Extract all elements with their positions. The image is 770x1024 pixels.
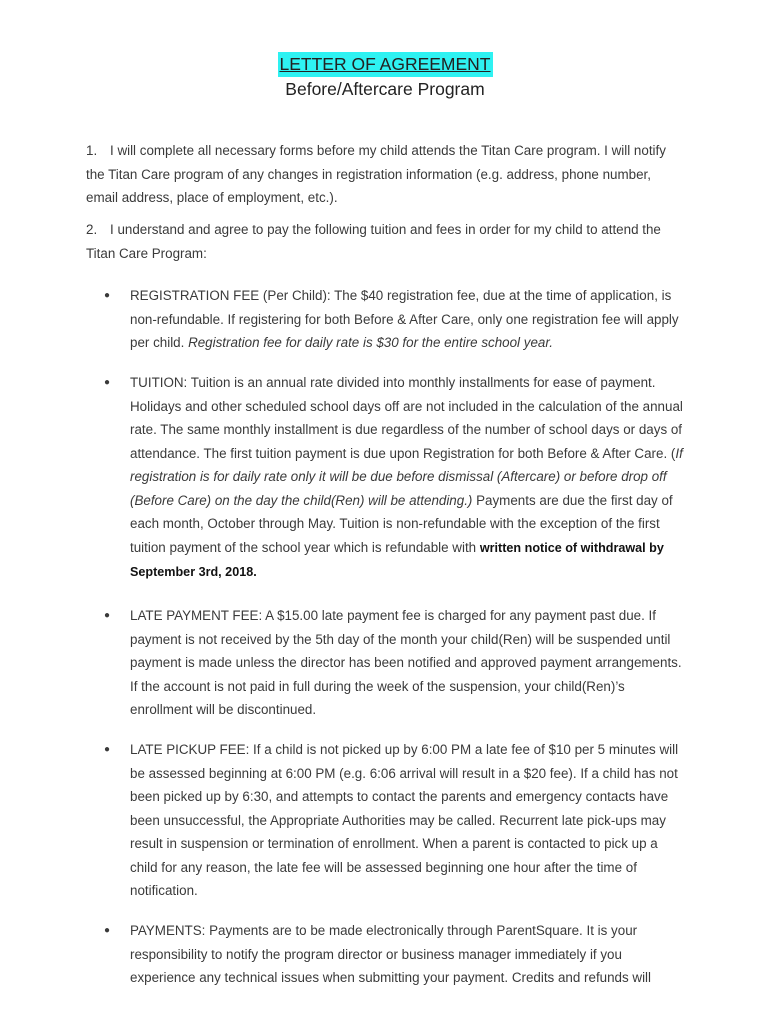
bullet-icon: ● [104,925,111,936]
bullet-tuition [104,371,684,585]
bullet-icon: ● [104,377,111,388]
bullet-icon: ● [104,290,111,301]
agreement-item-1 [86,139,686,210]
bullet-icon: ● [104,610,111,621]
item-text: I will complete all necessary forms before my child attends the Titan Care program. I will notify the Titan Care program of any changes in registration information (e.g. address, phone number, email address, place of employment, etc.). [86,143,666,205]
bullet-text: LATE PAYMENT FEE: A $15.00 late payment fee is charged for any payment past due. If payment is not received by the 5th day of the month your child(Ren) will be suspended until payment is made unless the director has been notified and approved payment arrangements. If the account is not paid in full during the week of the suspension, your child(Ren)’s enrollment will be discontinued. [130,608,682,717]
tuition-bold-note: written notice of withdrawal by September 3rd, 2018. [130,540,664,579]
tuition-italic-note: If registration is for daily rate only it will be due before dismissal (Aftercare) or before drop off (Before Care) on the day the child(Ren) will be attending.) [130,445,683,508]
bullet-late-payment-fee [104,604,684,722]
tuition-text-a: TUITION: Tuition is an annual rate divided into monthly installments for ease of payment. Holidays and other scheduled school days off are not included in the calculation of the annual rate. The same monthly installment is due regardless of the number of school days or days of attendance. The first tuition payment is due upon Registration for both Before & After Care. ( [130,375,683,461]
tuition-text-b: Payments are due the first day of each month, October through May. Tuition is non-refundable with the exception of the first tuition payment of the school year which is refundable with [130,492,673,555]
item-text: I understand and agree to pay the following tuition and fees in order for my child to attend the Titan Care Program: [86,222,661,261]
document-subtitle: Before/Aftercare Program [285,79,485,99]
bullet-text [130,284,684,355]
document-title: LETTER OF AGREEMENT [278,52,493,77]
bullet-icon: ● [104,744,111,755]
title-block [0,52,770,102]
bullet-registration-fee [104,284,684,355]
item-number: 2. [86,222,98,237]
registration-text: REGISTRATION FEE (Per Child): The $40 registration fee, due at the time of application, is non-refundable. If registering for both Before & After Care, only one registration fee will apply per child. [130,288,679,350]
bullet-late-pickup-fee [104,738,684,903]
item-number: 1. [86,143,98,158]
bullet-text: LATE PICKUP FEE: If a child is not picked up by 6:00 PM a late fee of $10 per 5 minutes will be assessed beginning at 6:00 PM (e.g. 6:06 arrival will result in a $20 fee). If a child has not been picked up by 6:30, and attempts to contact the parents and emergency contacts have been unsuccessful, the Appropriate Authorities may be called. Recurrent late pick-ups may result in suspension or termination of enrollment. When a parent is contacted to pick up a child for any reason, the late fee will be assessed beginning one hour after the time of notification. [130,742,679,898]
bullet-text [130,371,684,585]
agreement-item-2 [86,218,686,265]
registration-italic-note: Registration fee for daily rate is $30 for the entire school year. [188,335,554,350]
bullet-payments [104,919,684,990]
bullet-text: PAYMENTS: Payments are to be made electronically through ParentSquare. It is your responsibility to notify the program director or business manager immediately if you experience any technical issues when submitting your payment. Credits and refunds will [130,923,652,985]
